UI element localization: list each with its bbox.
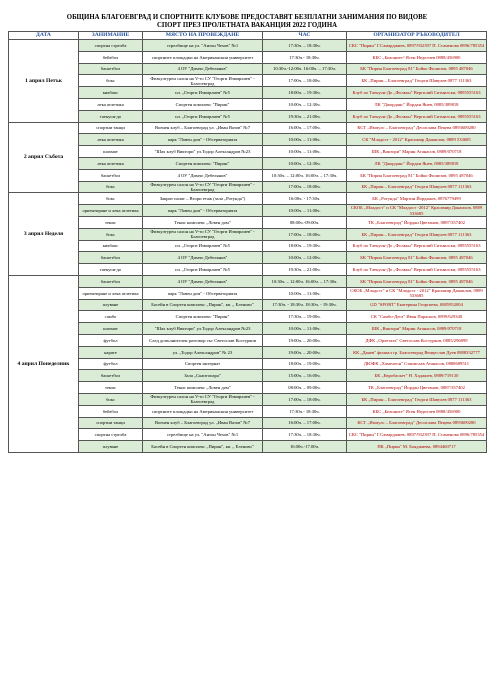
sport-cell: тенис: [79, 382, 143, 394]
sport-cell: баскетбол: [79, 275, 143, 287]
organizer-cell: СК "Самбо-Дега" Иван Парасков, 0899/629340: [347, 311, 487, 323]
table-row: [9, 393, 487, 405]
time-cell: 17:30ч. - 18:30ч. 18:30ч. - 19:30ч.: [263, 299, 347, 311]
organizer-cell: БК „Евробаскет" Н. Хаджиев, 0889/719130: [347, 370, 487, 382]
table-row: [9, 205, 487, 217]
table-row: [9, 299, 487, 311]
venue-cell: Спортен интернат: [143, 358, 263, 370]
organizer-cell: БК „Пирин – Благоевград" Георги Шавулев 0877 111363: [347, 393, 487, 405]
time-cell: 08:00ч. – 09:00ч.: [263, 382, 347, 394]
venue-cell: Физкултурен салон на V-то СУ "Георги Измирлиев" - Благоевград: [143, 228, 263, 240]
organizer-cell: ТК „Благоевград" Йордан Цветанов, 0887/357402: [347, 382, 487, 394]
organizer-cell: БК „Пирин – Благоевград" Георги Шавулев 0877 111363: [347, 181, 487, 193]
time-cell: 16.00ч.-17.00ч.: [263, 441, 347, 453]
sport-cell: бокс: [79, 181, 143, 193]
table-row: [9, 252, 487, 264]
sport-cell: спортна стрелба: [79, 429, 143, 441]
sport-cell: шахмат: [79, 323, 143, 335]
venue-cell: стрелбище на ул. "Антон Чехов" №1: [143, 429, 263, 441]
sport-cell: баскетбол: [79, 63, 143, 75]
time-cell: 10:00ч. – 11:00ч.: [263, 146, 347, 158]
sport-cell: шахмат: [79, 146, 143, 158]
table-row: [9, 157, 487, 169]
venue-cell: парк "Ловен дом" - Обсерваторията: [143, 205, 263, 217]
venue-cell: 4 ОУ "Димчо Дебелянов": [143, 169, 263, 181]
venue-cell: Тенис комплекс „Ловен дом": [143, 216, 263, 228]
organizer-cell: ШК „Виктори" Марин Атанасов, 0889/070718: [347, 146, 487, 158]
time-cell: 10:30ч. – 12:00ч. 16:00ч. – 17:30ч.: [263, 275, 347, 287]
venue-cell: пл. „Георги Измирлиев" №5: [143, 87, 263, 99]
sport-cell: футбол: [79, 334, 143, 346]
sport-cell: баскетбол: [79, 169, 143, 181]
sport-cell: лека атлетика: [79, 98, 143, 110]
venue-cell: След допълнителен разговор със Светослав Костурков: [143, 334, 263, 346]
organizer-cell: КСТ „Импулс – Благоевград" Десислава Пецева 0893609280: [347, 122, 487, 134]
sport-cell: бокс: [79, 393, 143, 405]
venue-cell: спортните площадки на Американския университет: [143, 405, 263, 417]
table-row: [9, 370, 487, 382]
table-row: [9, 169, 487, 181]
venue-cell: 4 ОУ "Димчо Дебелянов": [143, 275, 263, 287]
table-row: [9, 134, 487, 146]
venue-cell: Физкултурен салон на V-то СУ "Георги Измирлиев" - Благоевград: [143, 181, 263, 193]
table-row: [9, 405, 487, 417]
organizer-cell: БК „Пирин – Благоевград" Георги Шавулев 0877 111363: [347, 228, 487, 240]
venue-cell: Тенис комплекс „Ловен дом": [143, 382, 263, 394]
table-row: [9, 323, 487, 335]
time-cell: 17:30ч. – 18:30ч.: [263, 40, 347, 52]
time-cell: 10:30ч.-12:00ч. 16:00ч. – 17:30ч.: [263, 63, 347, 75]
sport-cell: кикбокс: [79, 87, 143, 99]
header-time: ЧАС: [263, 32, 347, 40]
sport-cell: спортни танци: [79, 122, 143, 134]
sport-cell: плуване: [79, 299, 143, 311]
time-cell: 17:30ч. – 18:30ч.: [263, 429, 347, 441]
venue-cell: стрелбище на ул. "Антон Чехов" №1: [143, 40, 263, 52]
time-cell: 17:00ч. – 18:00ч.: [263, 228, 347, 240]
sport-cell: баскетбол: [79, 252, 143, 264]
table-row: [9, 122, 487, 134]
organizer-cell: ДФК „Орлетата" Светослав Костурков, 0885/296899: [347, 334, 487, 346]
table-row: [9, 240, 487, 252]
sport-cell: лека атлетика: [79, 134, 143, 146]
sport-cell: карате: [79, 346, 143, 358]
header-sport: ЗАНИМАНИЕ: [79, 32, 143, 40]
venue-cell: Басейн в Спортен комплекс „Пирин", кв. „ Еленово": [143, 441, 263, 453]
table-row: [9, 382, 487, 394]
table-row: [9, 193, 487, 205]
organizer-cell: СК "Младост - 2012" Красимир Данаилов, 0889 533685: [347, 134, 487, 146]
time-cell: 17:00ч. – 18:00ч.: [263, 75, 347, 87]
venue-cell: парк "Ловен дом" - Обсерваторията: [143, 134, 263, 146]
table-row: [9, 75, 487, 87]
organizer-cell: ТК „Благоевград" Йордан Цветанов, 0887/357402: [347, 216, 487, 228]
time-cell: 08:00ч.-09:00ч.: [263, 216, 347, 228]
time-cell: 16:00ч. - 17:30ч.: [263, 193, 347, 205]
sport-cell: лека атлетика: [79, 157, 143, 169]
venue-cell: Закрит палат – Втори етаж (зала „Ротунда"): [143, 193, 263, 205]
organizer-cell: ЛК "Джорданс" Йордан Янев, 0885/389818: [347, 98, 487, 110]
venue-cell: Спортен комплекс "Пирин": [143, 98, 263, 110]
time-cell: 16:00ч. – 17:00ч.: [263, 417, 347, 429]
time-cell: 10:00ч. – 11:00ч.: [263, 134, 347, 146]
organizer-cell: СКС "Пирин" Г.Самарджиев, 0897/932397 П. Стаменова 0896/785354: [347, 40, 487, 52]
organizer-cell: БК „Ротунда" Мартин Йорданов, 0876779499: [347, 193, 487, 205]
organizer-cell: БК „Пирин – Благоевград" Георги Шавулев 0877 111363: [347, 75, 487, 87]
organizer-cell: СКОБ „Младост" и СК "Младост - 2012" Красимир Данаилов, 0889 533685: [347, 287, 487, 299]
sport-cell: плуване: [79, 441, 143, 453]
time-cell: 17:00ч. – 18:00ч.: [263, 393, 347, 405]
time-cell: 18:00ч. – 19:30ч.: [263, 87, 347, 99]
venue-cell: 4 ОУ "Димчо Дебелянов": [143, 63, 263, 75]
date-cell: 4 април Понеделник: [9, 275, 79, 452]
sport-cell: спортни танци: [79, 417, 143, 429]
venue-cell: парк "Ловен дом" - Обсерваторията: [143, 287, 263, 299]
sport-cell: ориентиране и лека атлетика: [79, 205, 143, 217]
sport-cell: баскетбол: [79, 370, 143, 382]
organizer-cell: Клуб по Таекуон-До „Фолкън" Вергилий Ситнилски, 0895555163: [347, 240, 487, 252]
table-row: [9, 98, 487, 110]
time-cell: 15:00ч. – 16:00ч.: [263, 370, 347, 382]
organizer-cell: ПК „Пирин" М. Бояджиева, 0894460717: [347, 441, 487, 453]
venue-cell: Физкултурен салон на V-то СУ "Георги Измирлиев" - Благоевград: [143, 393, 263, 405]
header-row: [9, 32, 487, 40]
venue-cell: Военен клуб – Благоевград ул. „Иван Вазов" №7: [143, 417, 263, 429]
time-cell: 17:30ч. – 19:00ч.: [263, 311, 347, 323]
sport-cell: бокс: [79, 75, 143, 87]
schedule-table: [8, 31, 487, 453]
table-row: [9, 216, 487, 228]
date-cell: 1 април Петък: [9, 40, 79, 123]
sport-cell: футбол: [79, 358, 143, 370]
table-row: [9, 51, 487, 63]
table-row: [9, 110, 487, 122]
header-venue: МЯСТО НА ПРОВЕЖДАНЕ: [143, 32, 263, 40]
venue-cell: "Шах клуб Виктори" ул.Тодор Александров №23: [143, 146, 263, 158]
header-organizer: ОРГАНИЗАТОР РЪКОВОДИТЕЛ: [347, 32, 487, 40]
table-row: [9, 87, 487, 99]
venue-cell: "Шах клуб Виктори" ул.Тодор Александров №23: [143, 323, 263, 335]
organizer-cell: БК "Пирин Благоевград 81" Бойко Филипов, 0895 487046: [347, 252, 487, 264]
table-row: [9, 40, 487, 52]
organizer-cell: Клуб по Таекуон-До „Фолкън" Вергилий Ситнилски, 0895555163: [347, 87, 487, 99]
sport-cell: бейзбол: [79, 51, 143, 63]
venue-cell: Спортен комплекс "Пирин": [143, 311, 263, 323]
venue-cell: ул. „Тодор Александров" № 23: [143, 346, 263, 358]
sport-cell: самбо: [79, 311, 143, 323]
sport-cell: бокс: [79, 193, 143, 205]
table-row: [9, 181, 487, 193]
venue-cell: Военен клуб – Благоевград ул. „Иван Вазов" №7: [143, 122, 263, 134]
organizer-cell: БК "Пирин Благоевград 81" Бойко Филипов, 0895 487046: [347, 169, 487, 181]
sport-cell: бокс: [79, 228, 143, 240]
sport-cell: таекуон-до: [79, 264, 143, 276]
table-row: [9, 334, 487, 346]
table-row: [9, 311, 487, 323]
sport-cell: тенис: [79, 216, 143, 228]
organizer-cell: GD "SPORT" Екатерина Георгиева, 0885952004: [347, 299, 487, 311]
date-cell: 3 април Неделя: [9, 193, 79, 276]
organizer-cell: СКОБ „Младост" и СК "Младост -2012" Красимир Данаилов, 0889 533685: [347, 205, 487, 217]
table-row: [9, 275, 487, 287]
table-row: [9, 441, 487, 453]
organizer-cell: ШК „Виктори" Марин Атанасов, 0889/070718: [347, 323, 487, 335]
venue-cell: Зала „Скаптопара": [143, 370, 263, 382]
time-cell: 10:00ч. – 12:30ч.: [263, 157, 347, 169]
venue-cell: Физкултурен салон на V-то СУ "Георги Измирлиев" - Благоевград: [143, 75, 263, 87]
sport-cell: бейзбол: [79, 405, 143, 417]
time-cell: 10:00ч. – 12:00ч.: [263, 252, 347, 264]
time-cell: 10:00ч. – 11:00ч.: [263, 287, 347, 299]
time-cell: 17:30ч.- 18:30ч.: [263, 51, 347, 63]
organizer-cell: КСТ „Импулс – Благоевград" Десислава Пецева 0893609280: [347, 417, 487, 429]
table-row: [9, 287, 487, 299]
organizer-cell: ЛК "Джорданс" Йордан Янев, 0885/389818: [347, 157, 487, 169]
time-cell: 10:00ч. – 11:00ч.: [263, 205, 347, 217]
time-cell: 17:00ч. – 18:00ч.: [263, 181, 347, 193]
time-cell: 18:00ч. – 19:30ч.: [263, 240, 347, 252]
time-cell: 10:00ч. – 12:30ч.: [263, 98, 347, 110]
schedule-body: [9, 40, 487, 453]
time-cell: 19:30ч. – 21:00ч.: [263, 264, 347, 276]
sport-cell: кикбокс: [79, 240, 143, 252]
organizer-cell: Клуб по Таекуон-До „Фолкън" Вергилий Ситнилски, 0895555163: [347, 110, 487, 122]
venue-cell: пл. „Георги Измирлиев" №5: [143, 264, 263, 276]
table-row: [9, 346, 487, 358]
table-row: [9, 417, 487, 429]
time-cell: 19:30ч. – 21:00ч.: [263, 110, 347, 122]
venue-cell: Басейн в Спортен комплекс „Пирин", кв. „ Еленово": [143, 299, 263, 311]
table-row: [9, 429, 487, 441]
time-cell: 10:30ч. – 12:00ч. 16:00ч. – 17:30ч.: [263, 169, 347, 181]
table-row: [9, 264, 487, 276]
time-cell: 17:30ч.- 18:30ч.: [263, 405, 347, 417]
venue-cell: Спортен комплекс "Пирин": [143, 157, 263, 169]
document-title: ОБЩИНА БЛАГОЕВГРАД И СПОРТНИТЕ КЛУБОВЕ ПРЕДОСТАВЯТ БЕЗПЛАТНИ ЗАНИМАНИЯ ПО ВИДОВЕ СПОРТ ПРЕЗ ПРОЛЕТНАТА ВАКАНЦИЯ 2022 ГОДИНА: [66, 14, 428, 29]
time-cell: 10:00ч. – 11:00ч.: [263, 323, 347, 335]
time-cell: 16:00ч. – 17:00ч.: [263, 122, 347, 134]
sport-cell: таекуон-до: [79, 110, 143, 122]
venue-cell: пл. „Георги Измирлиев" №5: [143, 110, 263, 122]
table-row: [9, 228, 487, 240]
organizer-cell: КБС „Бизоните" Ясен Неделчев 0888/456900: [347, 405, 487, 417]
venue-cell: 4 ОУ "Димчо Дебелянов": [143, 252, 263, 264]
table-row: [9, 358, 487, 370]
date-cell: 2 април Събота: [9, 122, 79, 193]
venue-cell: спортните площадки на Американския университет: [143, 51, 263, 63]
sport-cell: ориентиране и лека атлетика: [79, 287, 143, 299]
table-row: [9, 63, 487, 75]
time-cell: 18:00ч. – 19:00ч.: [263, 358, 347, 370]
organizer-cell: КБС „Бизоните“ Ясен Неделчев 0888/456900: [347, 51, 487, 63]
organizer-cell: Клуб по Таекуон-До „Фолкън" Вергилий Ситнилски, 0895555163: [347, 264, 487, 276]
organizer-cell: КК „Данев" филиал гр. Благоевград Венцеслав Дуев 0888332777: [347, 346, 487, 358]
table-row: [9, 146, 487, 158]
header-date: ДАТА: [9, 32, 79, 40]
time-cell: 19:00ч. – 20:00ч.: [263, 346, 347, 358]
time-cell: 19:00ч. – 20:00ч.: [263, 334, 347, 346]
organizer-cell: БК "Пирин Благоевград 81" Бойко Филипов, 0895 487046: [347, 63, 487, 75]
organizer-cell: СКС "Пирин" Г.Самарджиев, 0897/932397 П. Стаменова 0896/785354: [347, 429, 487, 441]
organizer-cell: ДЮФК „Хамелеон" Станислав Атанасов, 0888689511: [347, 358, 487, 370]
venue-cell: пл. „Георги Измирлиев" №5: [143, 240, 263, 252]
sport-cell: спортна стрелба: [79, 40, 143, 52]
organizer-cell: БК "Пирин Благоевград 81" Бойко Филипов, 0895 487046: [347, 275, 487, 287]
